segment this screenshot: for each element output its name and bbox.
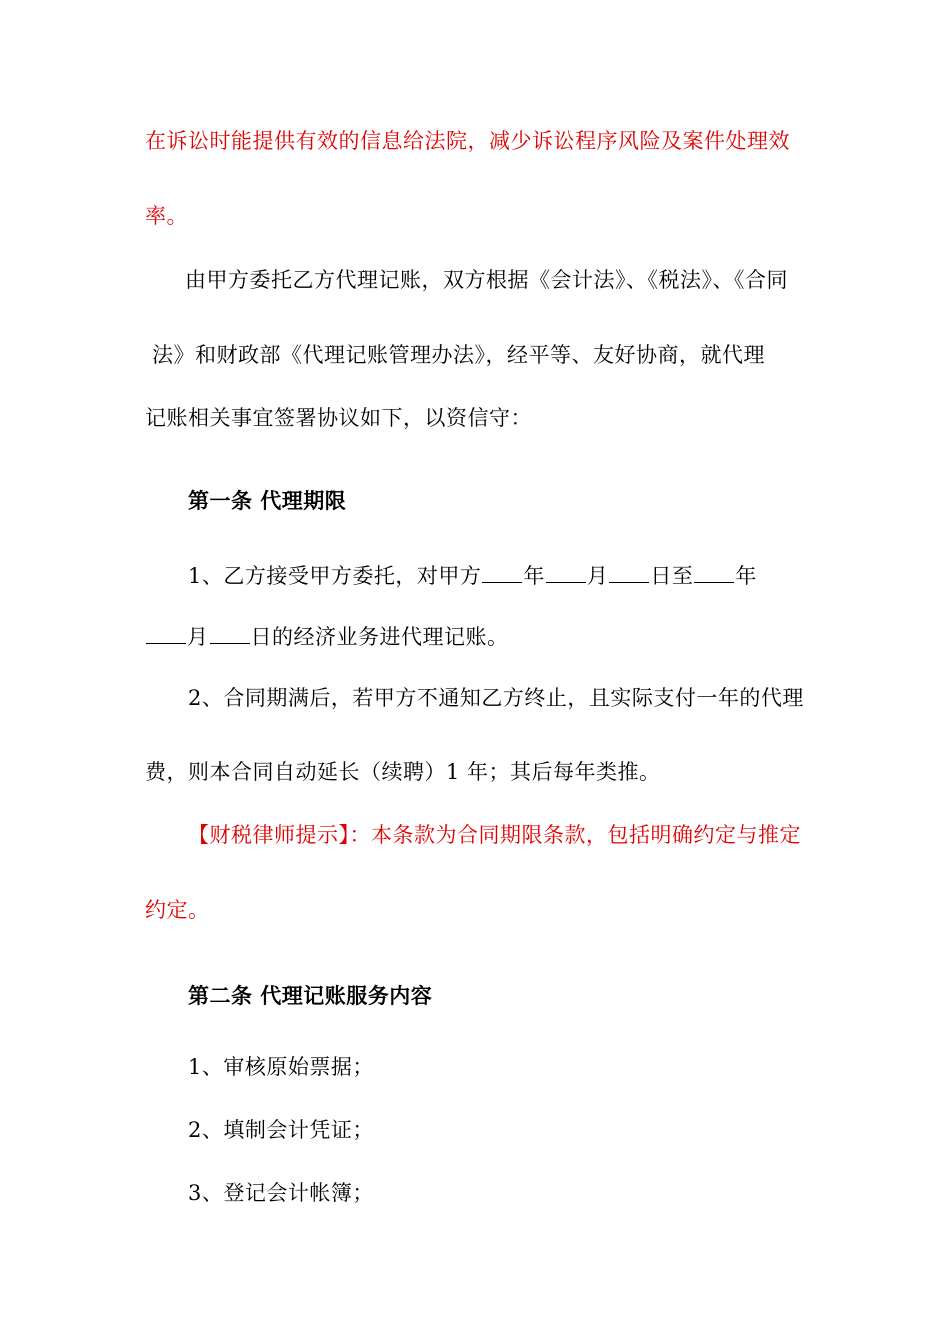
article-1-heading: 第一条 代理期限 [188,488,347,513]
list-item: 2、填制会计凭证； [188,1118,374,1142]
article-1-item-2-line-2: 费，则本合同自动延长（续聘）1 年；其后每年类推。 [145,760,661,784]
day-suffix: 日的经济业务进代理记账。 [250,625,509,649]
year-label: 年 [523,564,545,588]
intro-red-line-2: 率。 [145,204,188,228]
blank-field [146,621,186,644]
blank-field [546,560,586,583]
blank-field [482,560,522,583]
tip-line-1: 【财税律师提示】：本条款为合同期限条款，包括明确约定与推定 [188,823,801,847]
month-label: 月 [586,564,609,588]
article-1-item-1-line-1 [188,560,757,591]
list-item: 3、登记会计帐簿； [188,1181,374,1205]
article-1-item-2-line-1: 2、合同期满后，若甲方不通知乙方终止，且实际支付一年的代理 [188,686,804,710]
article-1-item-1-line-2 [145,621,509,652]
intro-paragraph-line-1: 由甲方委托乙方代理记账，双方根据《会计法》、《税法》、《合同 [185,268,788,292]
blank-field [609,560,649,583]
intro-paragraph-line-2: 法》和财政部《代理记账管理办法》，经平等、友好协商，就代理 [152,343,765,367]
article-2-heading: 第二条 代理记账服务内容 [188,983,433,1008]
month-label: 月 [187,625,209,649]
day-to-label: 日至 [650,564,694,588]
intro-paragraph-line-3: 记账相关事宜签署协议如下，以资信守： [145,406,532,430]
blank-field [210,621,250,644]
intro-red-line-1: 在诉讼时能提供有效的信息给法院，减少诉讼程序风险及案件处理效 [145,129,790,153]
list-item: 1、审核原始票据； [188,1055,374,1079]
tip-line-2: 约定。 [145,898,210,922]
year-label: 年 [735,564,757,588]
item-1-prefix: 1、乙方接受甲方委托，对甲方 [188,564,482,588]
blank-field [694,560,734,583]
